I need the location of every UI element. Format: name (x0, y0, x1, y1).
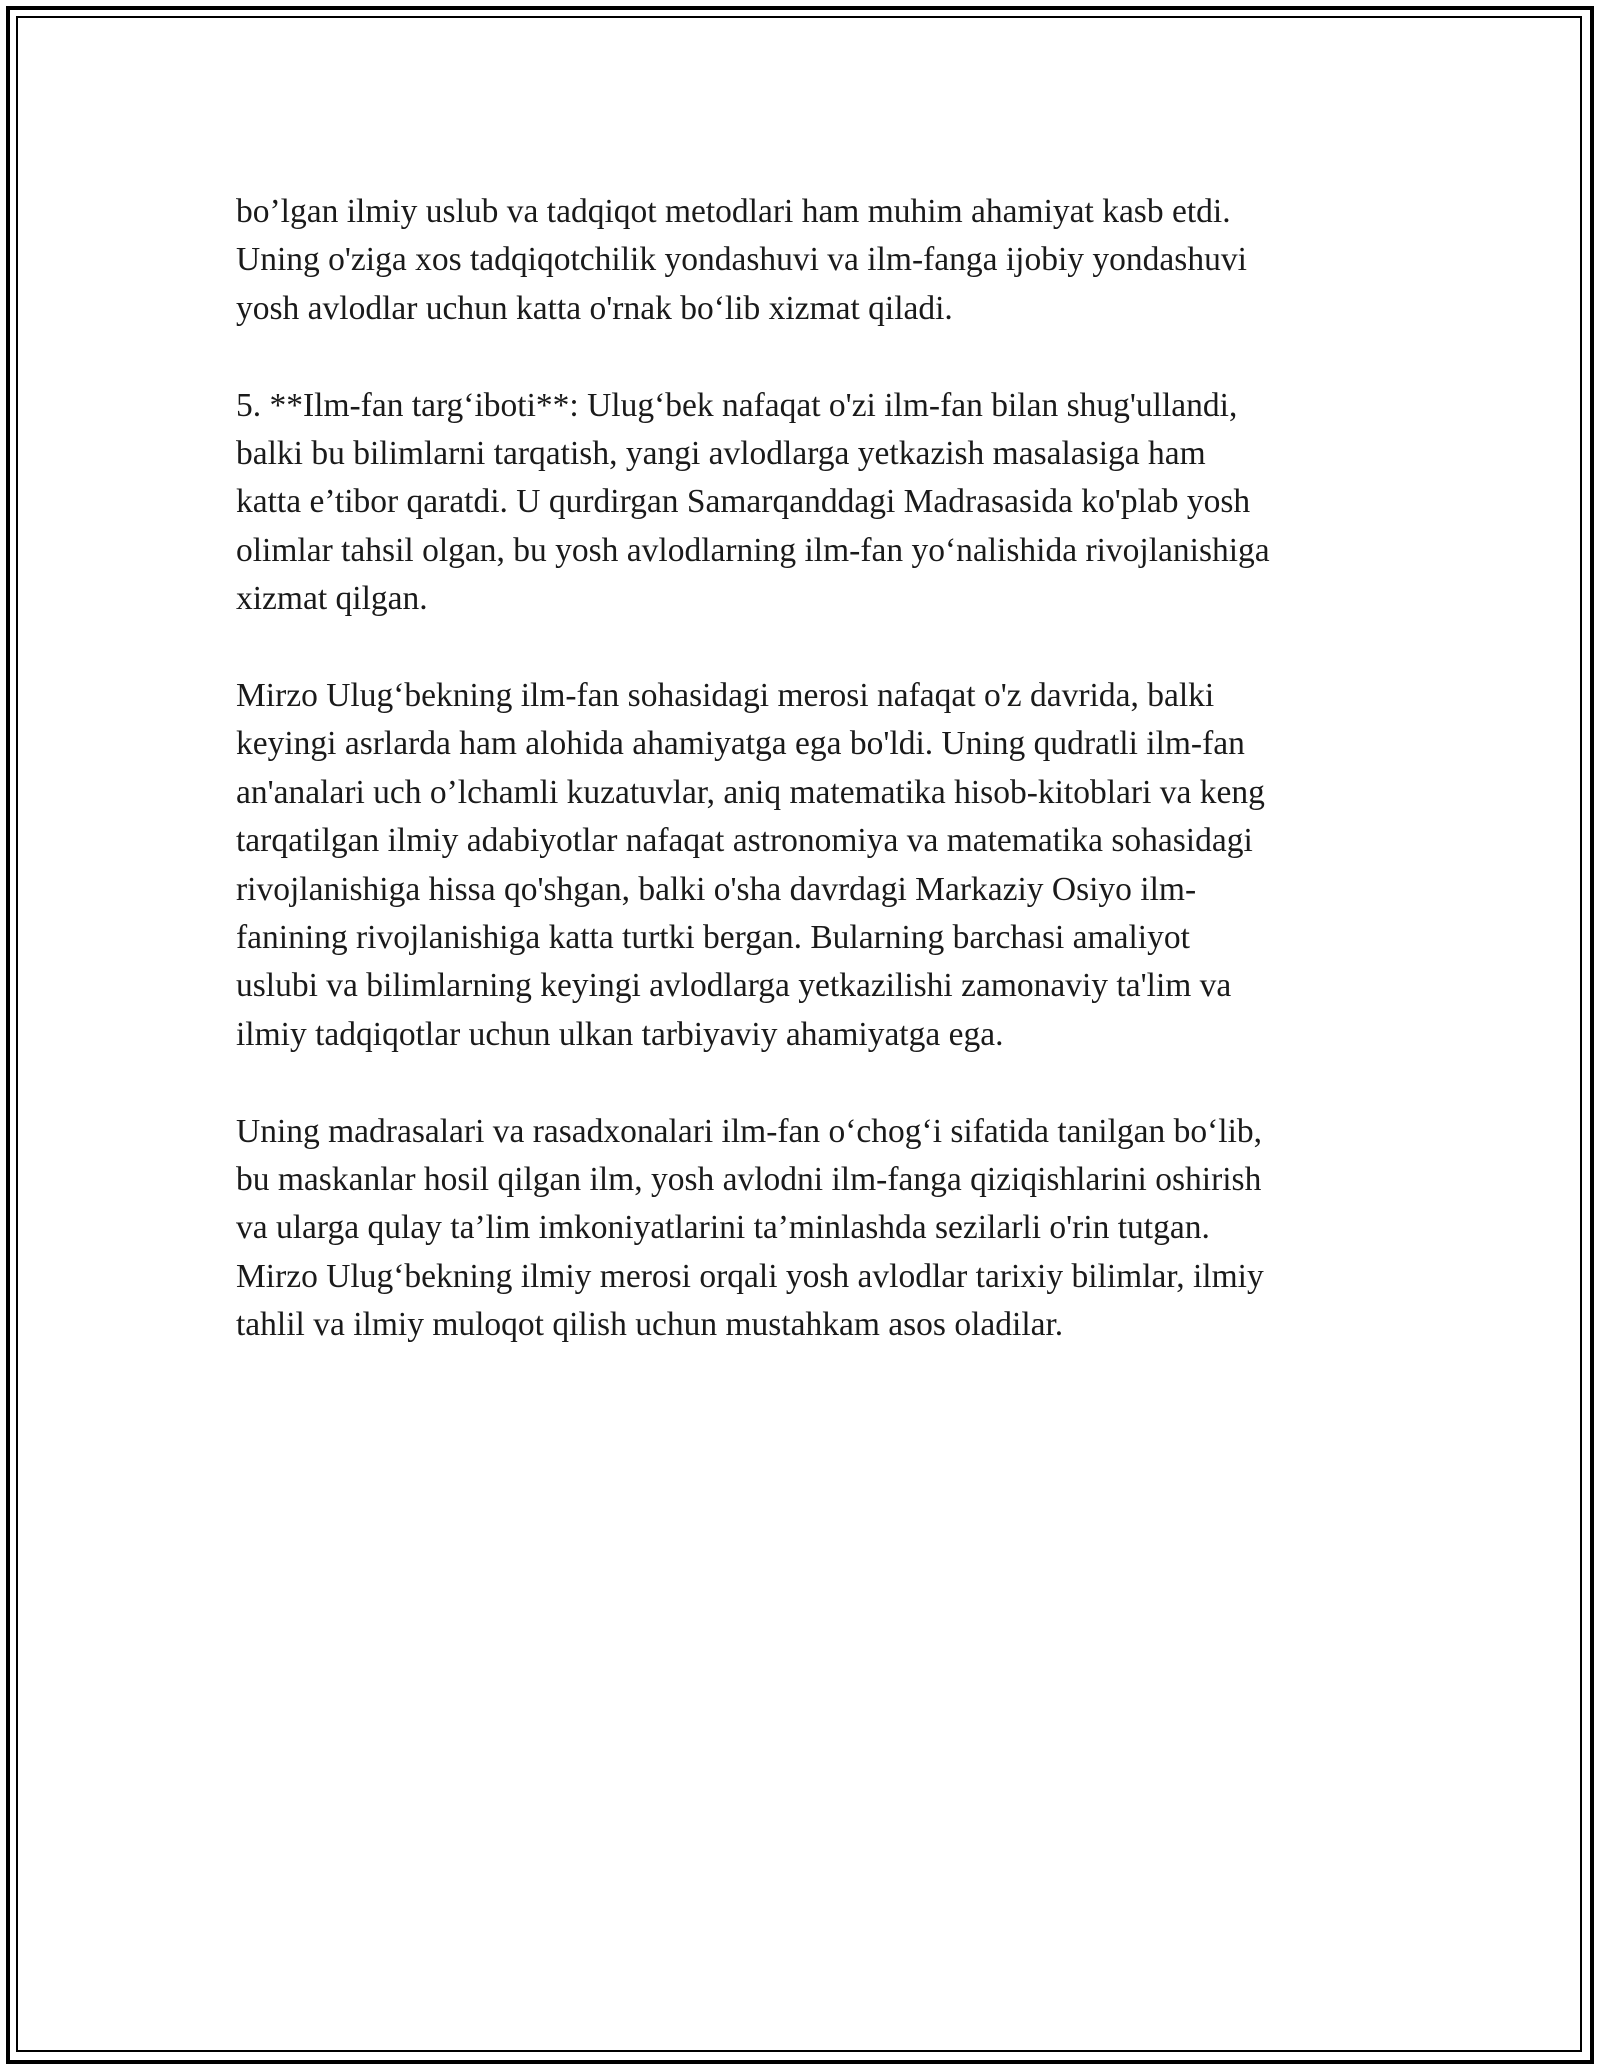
text-line: Uning o'ziga xos tadqiqotchilik yondashuvi va ilm-fanga ijobiy yondashuvi (236, 241, 1247, 279)
text-line: keyingi asrlarda ham alohida ahamiyatga ega bo'ldi. Uning qudratli ilm-fan (236, 725, 1245, 763)
paragraph-2 (236, 382, 1386, 624)
text-line: Uning madrasalari va rasadxonalari ilm-fan o‘chog‘i sifatida tanilgan bo‘lib, (236, 1112, 1263, 1150)
text-line: fanining rivojlanishiga katta turtki bergan. Bularning barchasi amaliyot (236, 919, 1190, 957)
text-line: katta e’tibor qaratdi. U qurdirgan Samarqanddagi Madrasasida ko'plab yosh (236, 483, 1251, 521)
paragraph-1 (236, 188, 1386, 333)
paragraph-3 (236, 672, 1386, 1059)
text-line: 5. **Ilm-fan targ‘iboti**: Ulug‘bek nafaqat o'zi ilm-fan bilan shug'ullandi, (236, 386, 1238, 424)
text-line: tarqatilgan ilmiy adabiyotlar nafaqat astronomiya va matematika sohasidagi (236, 822, 1253, 860)
paragraph-4 (236, 1108, 1386, 1350)
text-line: olimlar tahsil olgan, bu yosh avlodlarning ilm-fan yo‘nalishida rivojlanishiga (236, 531, 1270, 569)
text-line: va ularga qulay ta’lim imkoniyatlarini ta’minlashda sezilarli o'rin tutgan. (236, 1209, 1210, 1247)
text-line: uslubi va bilimlarning keyingi avlodlarga yetkazilishi zamonaviy ta'lim va (236, 967, 1232, 1005)
text-line: bo’lgan ilmiy uslub va tadqiqot metodlari ham muhim ahamiyat kasb etdi. (236, 193, 1231, 230)
text-line: xizmat qilgan. (236, 580, 428, 618)
text-line: yosh avlodlar uchun katta o'rnak bo‘lib xizmat qiladi. (236, 289, 953, 327)
text-line: Mirzo Ulug‘bekning ilm-fan sohasidagi merosi nafaqat o'z davrida, balki (236, 677, 1215, 715)
text-line: rivojlanishiga hissa qo'shgan, balki o'sha davrdagi Markaziy Osiyo ilm- (236, 870, 1197, 908)
text-line: Mirzo Ulug‘bekning ilmiy merosi orqali yosh avlodlar tarixiy bilimlar, ilmiy (236, 1257, 1264, 1295)
document-body (236, 188, 1386, 1398)
text-line: tahlil va ilmiy muloqot qilish uchun mustahkam asos oladilar. (236, 1306, 1064, 1344)
text-line: balki bu bilimlarni tarqatish, yangi avlodlarga yetkazish masalasiga ham (236, 435, 1206, 473)
text-line: ilmiy tadqiqotlar uchun ulkan tarbiyaviy ahamiyatga ega. (236, 1015, 1004, 1053)
text-line: an'analari uch o’lchamli kuzatuvlar, aniq matematika hisob-kitoblari va keng (236, 773, 1265, 811)
text-line: bu maskanlar hosil qilgan ilm, yosh avlodni ilm-fanga qiziqishlarini oshirish (236, 1161, 1262, 1199)
